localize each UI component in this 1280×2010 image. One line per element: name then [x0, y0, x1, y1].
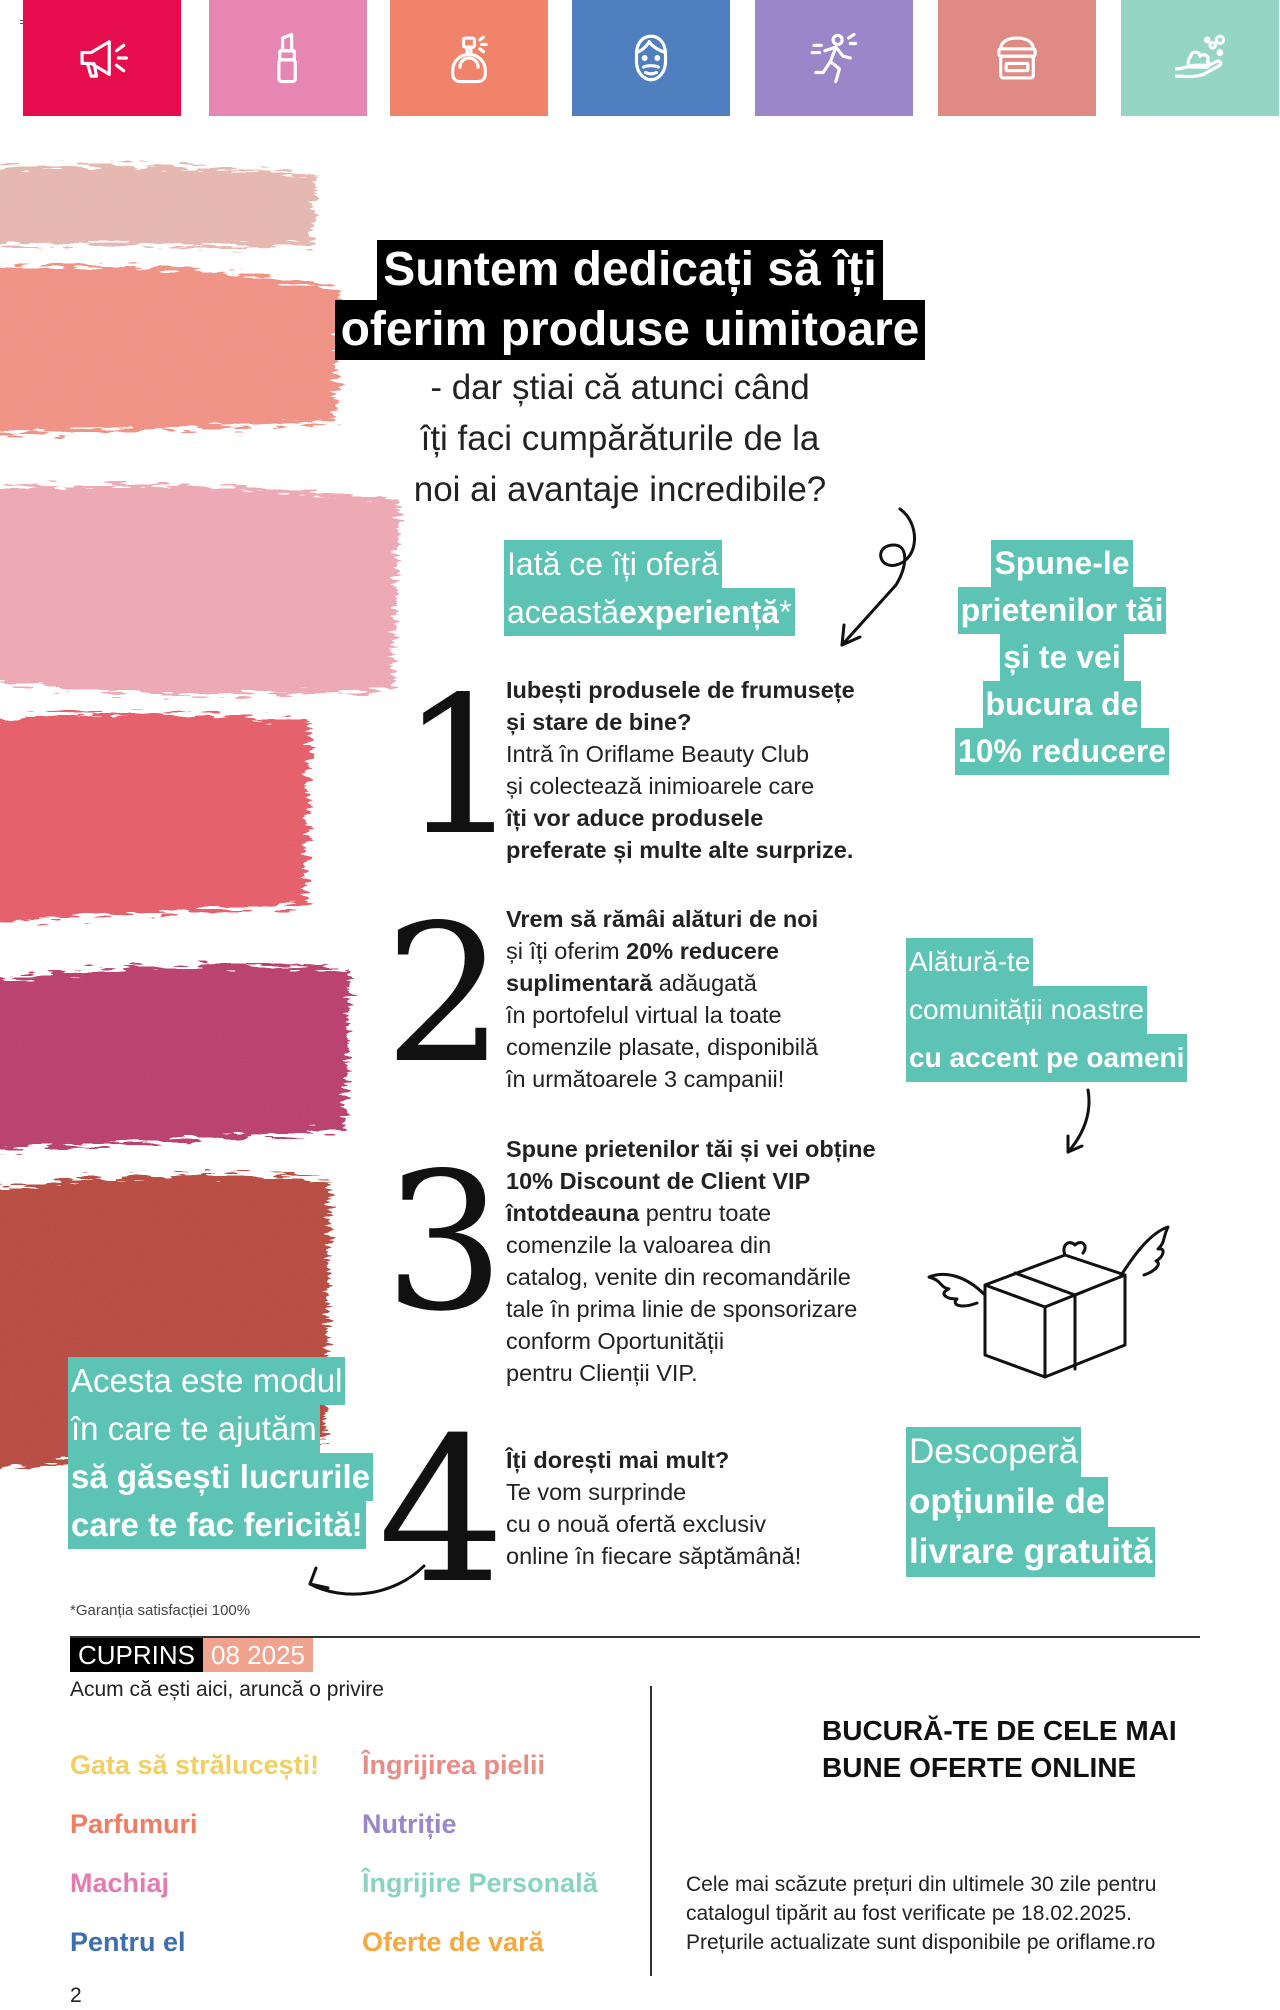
offer-line-2-bold: experiență	[619, 594, 780, 630]
step-3-line: catalog, venite din recomandările	[506, 1264, 851, 1290]
perfume-icon	[440, 29, 498, 87]
toc-link-personal-care[interactable]: Îngrijire Personală	[362, 1868, 598, 1898]
cuprins-label: CUPRINS	[70, 1638, 203, 1672]
help-line: care te fac fericită!	[68, 1501, 366, 1549]
help-line: să găsești lucrurile	[68, 1453, 373, 1501]
step-2-bold-part: suplimentară	[506, 970, 653, 996]
lipstick-icon	[259, 29, 317, 87]
discover-line: opțiunile de	[906, 1477, 1108, 1527]
best-offers-line: BUNE OFERTE ONLINE	[822, 1752, 1137, 1783]
help-line: în care te ajutăm	[68, 1405, 320, 1453]
step-2-text-part: și îți oferim	[506, 938, 627, 964]
footnote: *Garanția satisfacției 100%	[70, 1602, 251, 1619]
tab-personal-care[interactable]	[1121, 0, 1279, 116]
subtitle-line-2: îți faci cumpărăturile de la	[420, 419, 820, 458]
headline	[330, 240, 930, 360]
headline-line-1: Suntem dedicați să îți	[377, 240, 882, 300]
arrow-down-icon	[1058, 1088, 1098, 1158]
step-4-line: cu o nouă ofertă exclusiv	[506, 1511, 766, 1537]
share-line: bucura de	[983, 681, 1142, 728]
lipstick-swatches-image	[0, 160, 420, 1500]
community-line: cu accent pe oameni	[906, 1034, 1187, 1082]
tab-skincare[interactable]	[938, 0, 1096, 116]
man-face-icon	[622, 29, 680, 87]
step-3-line: Spune prietenilor tăi și vei obține	[506, 1136, 876, 1162]
toc-link-makeup[interactable]: Machiaj	[70, 1868, 170, 1898]
step-number-1: 1	[400, 656, 521, 877]
share-line: 10% reducere	[955, 728, 1169, 775]
cuprins-issue: 08 2025	[203, 1638, 313, 1672]
community-line: Alătură-te	[906, 938, 1033, 986]
step-4-line: Te vom surprinde	[506, 1479, 687, 1505]
step-4-line: Îți dorești mai mult?	[506, 1447, 730, 1473]
cuprins-header	[70, 1638, 313, 1672]
prices-note-line: Cele mai scăzute prețuri din ultimele 30 zile pentru	[686, 1873, 1157, 1896]
step-2-text	[506, 903, 818, 1095]
step-1-line: Intră în Oriflame Beauty Club	[506, 741, 810, 767]
headline-line-2: oferim produse uimitoare	[335, 300, 926, 360]
community-callout	[906, 938, 1187, 1082]
help-callout	[68, 1357, 373, 1549]
step-3-text	[506, 1133, 876, 1389]
share-line: Spune-le	[991, 540, 1132, 587]
hand-soap-icon	[1171, 29, 1229, 87]
offer-line-2-text: această	[507, 588, 619, 636]
step-3-line: pentru Clienții VIP.	[506, 1360, 698, 1386]
discover-line: livrare gratuită	[906, 1527, 1155, 1577]
running-person-icon	[805, 29, 863, 87]
toc-link-fragrances[interactable]: Parfumuri	[70, 1809, 198, 1839]
step-number-4: 4	[378, 1395, 506, 1628]
toc-link-for-him[interactable]: Pentru el	[70, 1927, 186, 1957]
offer-line-2	[504, 588, 795, 636]
step-2-text-part: adăugată	[652, 970, 757, 996]
megaphone-icon	[73, 29, 131, 87]
cream-jar-icon	[988, 29, 1046, 87]
cuprins-subtitle: Acum că ești aici, aruncă o privire	[70, 1678, 384, 1701]
step-1-line: preferate și multe alte surprize.	[506, 837, 854, 863]
best-offers-heading	[822, 1712, 1177, 1786]
best-offers-line: BUCURĂ-TE DE CELE MAI	[822, 1715, 1177, 1746]
step-3-line: conform Oportunității	[506, 1328, 725, 1354]
step-2-bold-part: 20% reducere	[626, 938, 779, 964]
headline-subtitle	[390, 362, 850, 515]
page-number: 2	[70, 1984, 82, 2007]
step-2-line: comenzile plasate, disponibilă	[506, 1034, 819, 1060]
step-1-line: și colectează inimioarele care	[506, 773, 815, 799]
toc-link-summer-offers[interactable]: Oferte de vară	[362, 1927, 544, 1957]
share-callout	[950, 540, 1174, 775]
offer-asterisk: *	[779, 588, 791, 636]
subtitle-line-3: noi ai avantaje incredibile?	[413, 470, 827, 509]
share-line: prietenilor tăi	[958, 587, 1167, 634]
tab-men[interactable]	[572, 0, 730, 116]
step-1-line: și stare de bine?	[506, 709, 692, 735]
category-tabs	[0, 0, 1280, 118]
step-2-line: în următoarele 3 campanii!	[506, 1066, 785, 1092]
step-4-text	[506, 1444, 801, 1572]
discover-line: Descoperă	[906, 1427, 1081, 1477]
step-1-line: Iubești produsele de frumusețe	[506, 677, 855, 703]
community-line: comunității noastre	[906, 986, 1147, 1034]
step-3-bold-part: întotdeauna	[506, 1200, 640, 1226]
step-number-2: 2	[384, 884, 505, 1105]
step-1-text	[506, 674, 855, 866]
free-delivery-callout[interactable]	[906, 1427, 1155, 1577]
share-line: și te vei	[1000, 634, 1123, 681]
prices-note	[686, 1870, 1156, 1957]
step-3-text-part: pentru toate	[639, 1200, 772, 1226]
prices-note-line: catalogul tipărit au fost verificate pe 18.02.2025.	[686, 1902, 1132, 1925]
step-3-line: tale în prima linie de sponsorizare	[506, 1296, 858, 1322]
step-2-line: Vrem să rămâi alături de noi	[506, 906, 819, 932]
flying-gift-box-illustration	[925, 1215, 1170, 1385]
offer-line-1: Iată ce îți oferă	[504, 540, 722, 588]
tab-wellness[interactable]	[755, 0, 913, 116]
offer-callout	[504, 540, 795, 636]
vertical-divider	[650, 1686, 652, 1976]
step-4-line: online în fiecare săptămână!	[506, 1543, 802, 1569]
step-3-line: comenzile la valoarea din	[506, 1232, 772, 1258]
curly-arrow-icon	[830, 505, 930, 655]
step-1-line: îți vor aduce produsele	[506, 805, 764, 831]
toc-link-glow[interactable]: Gata să strălucești!	[70, 1750, 320, 1780]
subtitle-line-1: - dar știai că atunci când	[430, 368, 810, 407]
step-2-line: în portofelul virtual la toate	[506, 1002, 782, 1028]
tab-makeup[interactable]	[209, 0, 367, 116]
curved-arrow-icon	[300, 1560, 430, 1610]
tab-announcements[interactable]	[23, 0, 181, 116]
prices-note-line: Prețurile actualizate sunt disponibile pe oriflame.ro	[686, 1931, 1156, 1954]
toc-link-nutrition[interactable]: Nutriție	[362, 1809, 457, 1839]
tab-fragrance[interactable]	[390, 0, 548, 116]
help-line: Acesta este modul	[68, 1357, 345, 1405]
step-3-line: 10% Discount de Client VIP	[506, 1168, 811, 1194]
step-number-3: 3	[384, 1132, 505, 1353]
toc-link-skincare[interactable]: Îngrijirea pielii	[362, 1750, 546, 1780]
